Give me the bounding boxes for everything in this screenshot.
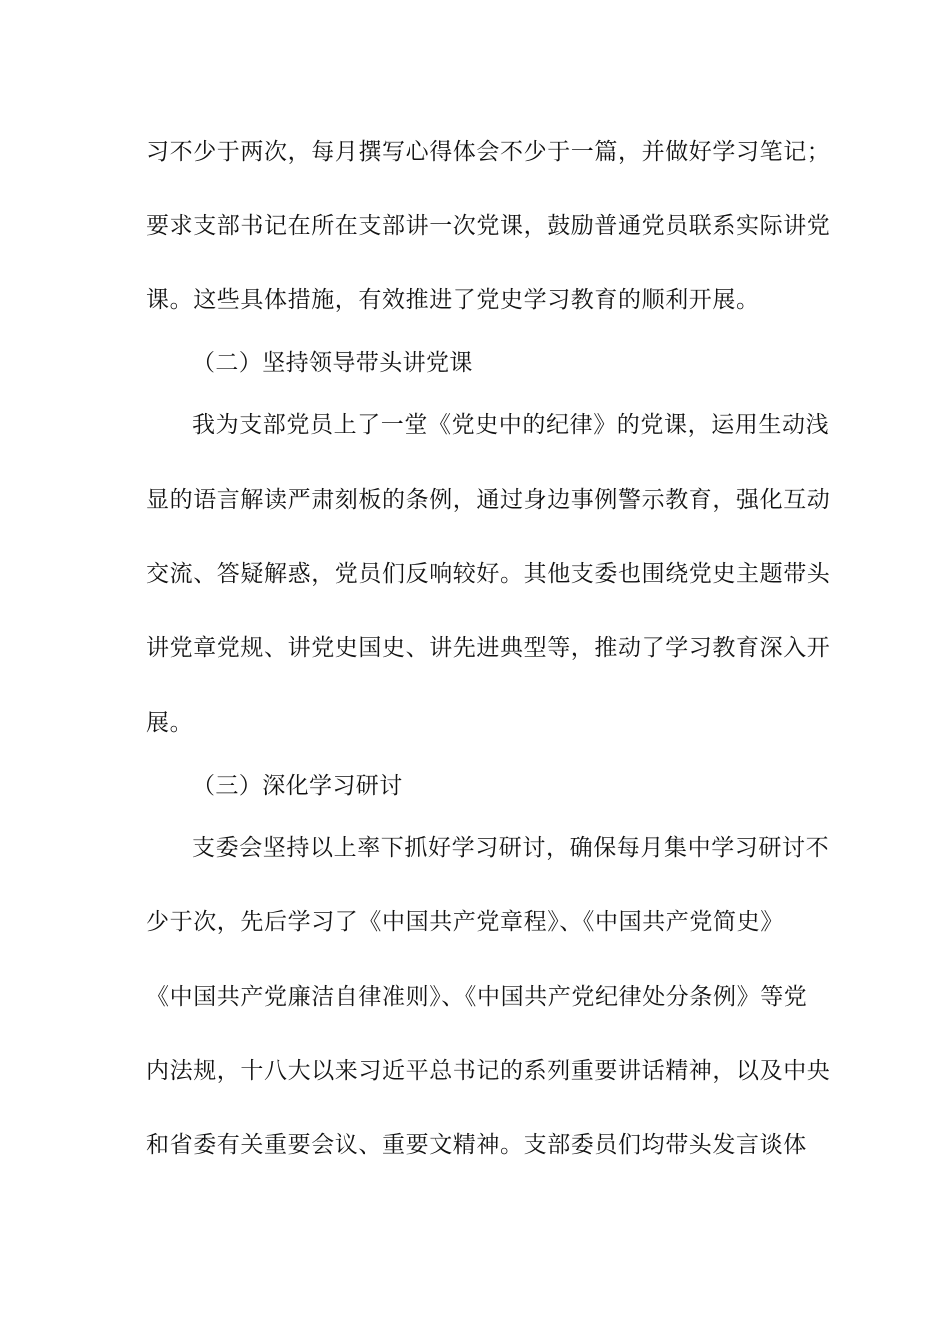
body-line-9: 展。 [146,710,194,736]
body-line-12: 少于次，先后学习了《中国共产党章程》、《中国共产党简史》 [146,909,784,935]
body-line-5: 我为支部党员上了一堂《党史中的纪律》的党课，运用生动浅 [192,412,830,438]
body-line-2: 要求支部书记在所在支部讲一次党课，鼓励普通党员联系实际讲党 [146,213,831,239]
body-line-7: 交流、答疑解惑，党员们反响较好。其他支委也围绕党史主题带头 [146,561,831,587]
body-line-8: 讲党章党规、讲党史国史、讲先进典型等，推动了学习教育深入开 [146,635,831,661]
body-line-3: 课。这些具体措施，有效推进了党史学习教育的顺利开展。 [146,287,760,313]
body-line-1: 习不少于两次，每月撰写心得体会不少于一篇，并做好学习笔记； [146,139,831,165]
section-heading-2: （二）坚持领导带头讲党课 [192,350,473,376]
body-line-6: 显的语言解读严肃刻板的条例，通过身边事例警示教育，强化互动 [146,487,831,513]
body-line-15: 和省委有关重要会议、重要文精神。支部委员们均带头发言谈体 [146,1132,807,1158]
body-line-13: 《中国共产党廉洁自律准则》、《中国共产党纪律处分条例》等党 [146,984,808,1010]
body-line-14: 内法规，十八大以来习近平总书记的系列重要讲话精神，以及中央 [146,1058,831,1084]
section-heading-3: （三）深化学习研讨 [192,773,403,799]
body-line-11: 支委会坚持以上率下抓好学习研讨，确保每月集中学习研讨不 [192,835,830,861]
